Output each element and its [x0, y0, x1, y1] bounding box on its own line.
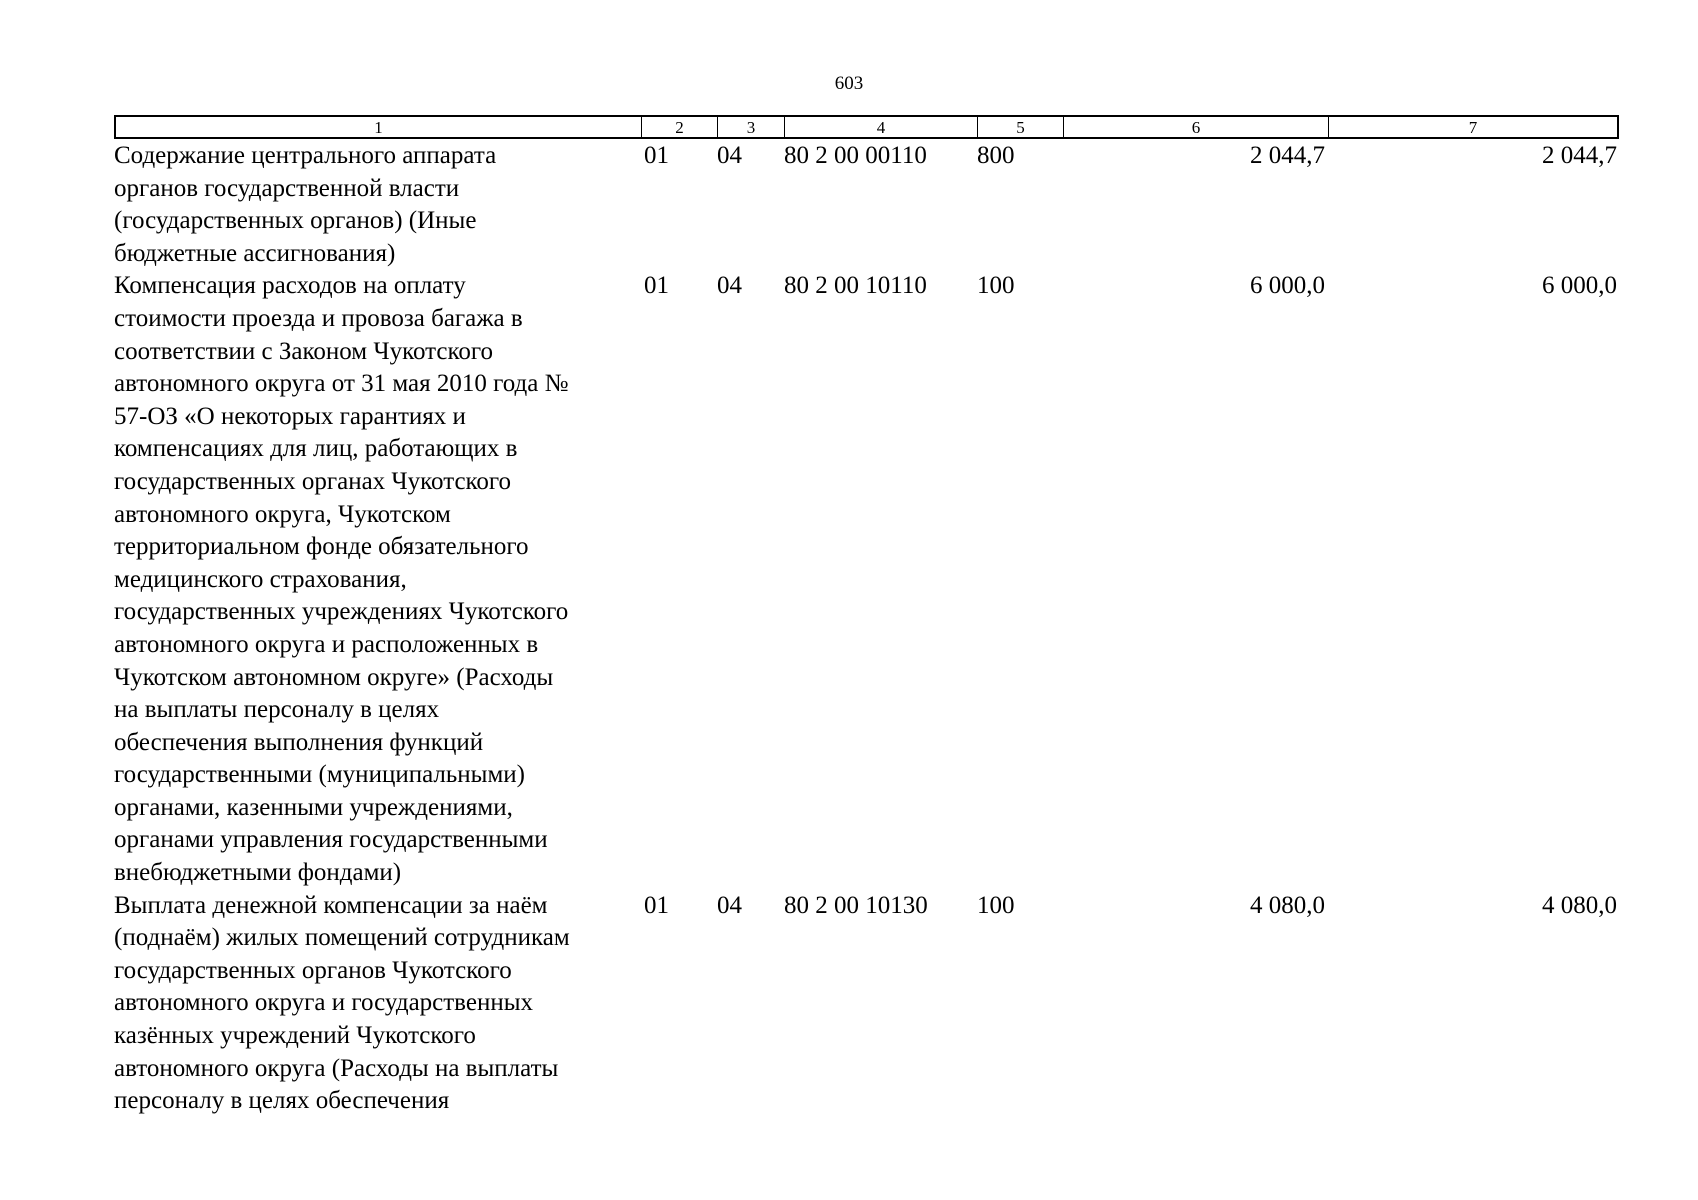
- description-line: персоналу в целях обеспечения: [114, 1087, 450, 1115]
- description-line: автономного округа (Расходы на выплаты: [114, 1054, 559, 1082]
- header-cell-3: 3: [718, 117, 785, 137]
- description-line: казённых учреждений Чукотского: [114, 1022, 476, 1050]
- target-article-code: 80 2 00 10130: [784, 891, 928, 919]
- description-line: автономного округа от 31 мая 2010 года №: [114, 370, 569, 398]
- description-line: Компенсация расходов на оплату: [114, 272, 466, 300]
- description-line: медицинского страхования,: [114, 565, 407, 593]
- page-number: 603: [834, 73, 864, 94]
- amount-col-7: 2 044,7: [1542, 142, 1617, 169]
- description-line: автономного округа и расположенных в: [114, 630, 539, 658]
- section-code: 01: [644, 891, 669, 919]
- description-line: Чукотском автономном округе» (Расходы: [114, 663, 554, 691]
- description-line: автономного округа и государственных: [114, 989, 533, 1017]
- amount-col-7: 6 000,0: [1542, 272, 1617, 300]
- description-line: Содержание центрального аппарата: [114, 142, 497, 169]
- header-cell-1: 1: [116, 117, 642, 137]
- header-cell-4: 4: [785, 117, 978, 137]
- target-article-code: 80 2 00 00110: [784, 142, 927, 169]
- table-row: [114, 270, 1619, 889]
- description-line: государственными (муниципальными): [114, 761, 525, 789]
- description-line: (государственных органов) (Иные: [114, 207, 477, 235]
- header-cell-2: 2: [642, 117, 718, 137]
- description-line: органами, казенными учреждениями,: [114, 793, 513, 821]
- table-row: [114, 890, 1619, 1118]
- description-line: внебюджетными фондами): [114, 859, 402, 887]
- section-code: 01: [644, 142, 669, 169]
- row-description: [114, 270, 640, 889]
- subsection-code: 04: [717, 272, 742, 300]
- table-header: [114, 115, 1619, 139]
- description-line: территориальном фонде обязательного: [114, 533, 529, 561]
- description-line: автономного округа, Чукотском: [114, 500, 451, 528]
- description-line: 57-ОЗ «О некоторых гарантиях и: [114, 402, 466, 430]
- description-line: стоимости проезда и провоза багажа в: [114, 304, 523, 332]
- description-line: Выплата денежной компенсации за наём: [114, 891, 548, 919]
- amount-col-6: 4 080,0: [1250, 891, 1325, 919]
- description-line: соответствии с Законом Чукотского: [114, 337, 493, 365]
- expense-type-code: 100: [977, 891, 1015, 919]
- table-body: [114, 140, 1619, 1118]
- target-article-code: 80 2 00 10110: [784, 272, 927, 300]
- subsection-code: 04: [717, 142, 742, 169]
- amount-col-6: 6 000,0: [1250, 272, 1325, 300]
- expense-type-code: 100: [977, 272, 1015, 300]
- description-line: государственных учреждениях Чукотского: [114, 598, 569, 626]
- amount-col-7: 4 080,0: [1542, 891, 1617, 919]
- header-cell-7: 7: [1468, 118, 1478, 137]
- description-line: органами управления государственными: [114, 826, 548, 854]
- description-line: компенсациях для лиц, работающих в: [114, 435, 518, 463]
- subsection-code: 04: [717, 891, 742, 919]
- description-line: государственных органов Чукотского: [114, 956, 512, 984]
- section-code: 01: [644, 272, 669, 300]
- description-line: органов государственной власти: [114, 174, 460, 202]
- description-line: государственных органах Чукотского: [114, 467, 512, 495]
- row-description: [114, 890, 640, 1118]
- description-line: на выплаты персоналу в целях: [114, 696, 440, 724]
- description-line: (поднаём) жилых помещений сотрудникам: [114, 924, 570, 952]
- table-row: [114, 140, 1619, 270]
- row-description: [114, 140, 640, 270]
- header-cell-5: 5: [978, 117, 1064, 137]
- header-cell-6: 6: [1064, 117, 1329, 137]
- description-line: бюджетные ассигнования): [114, 239, 396, 267]
- expense-type-code: 800: [977, 142, 1015, 169]
- amount-col-6: 2 044,7: [1250, 142, 1325, 169]
- description-line: обеспечения выполнения функций: [114, 728, 484, 756]
